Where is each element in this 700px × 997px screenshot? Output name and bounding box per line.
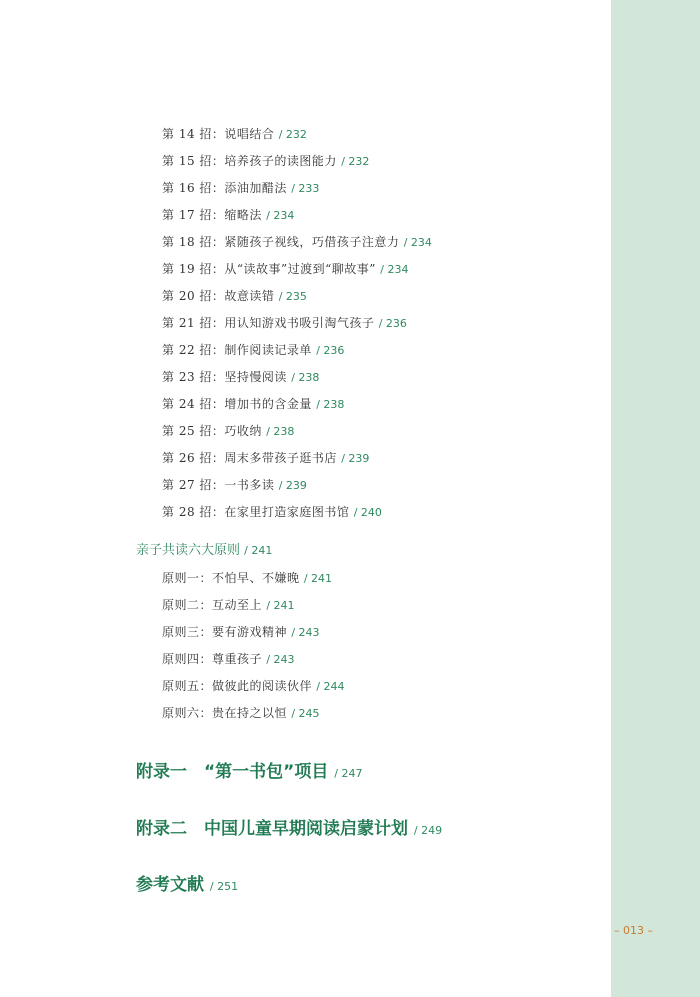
toc-principle-entry[interactable] [162, 598, 295, 613]
toc-entry-page: / 240 [353, 506, 382, 519]
toc-entry-label: 第 18 招：紧随孩子视线，巧借孩子注意力 [162, 235, 400, 249]
toc-entry-page: / 245 [291, 707, 320, 720]
page-number: – 013 – [614, 924, 653, 937]
side-color-band [611, 0, 700, 997]
toc-entry-page: / 235 [278, 290, 307, 303]
toc-entry-label: 第 28 招：在家里打造家庭图书馆 [162, 505, 350, 519]
toc-entry-label: 原则五：做彼此的阅读伙伴 [162, 679, 313, 693]
toc-entry[interactable] [162, 262, 408, 277]
toc-entry-label: 第 27 招：一书多读 [162, 478, 275, 492]
toc-entry-label: 第 23 招：坚持慢阅读 [162, 370, 287, 384]
toc-entry-page: / 233 [291, 182, 320, 195]
toc-entry-page: / 234 [266, 209, 295, 222]
section-heading-label: 亲子共读六大原则 [136, 543, 241, 558]
toc-entry[interactable] [162, 208, 294, 223]
toc-entry-label: 第 24 招：增加书的含金量 [162, 397, 312, 411]
toc-principle-entry[interactable] [162, 625, 320, 640]
toc-entry-page: / 234 [403, 236, 432, 249]
toc-entry-page: / 243 [291, 626, 320, 639]
toc-entry-label: 第 14 招：说唱结合 [162, 127, 275, 141]
toc-entry[interactable] [162, 181, 319, 196]
toc-principle-entry[interactable] [162, 679, 345, 694]
toc-entry-page: / 239 [341, 452, 370, 465]
appendix-label: 附录一 “第一书包”项目 [136, 762, 329, 782]
toc-entry[interactable] [162, 127, 307, 142]
toc-entry-page: / 232 [278, 128, 307, 141]
toc-entry-label: 原则三：要有游戏精神 [162, 625, 288, 639]
toc-references[interactable] [136, 874, 238, 898]
toc-entry-label: 原则六：贵在持之以恒 [162, 706, 288, 720]
toc-entry-label: 第 16 招：添油加醋法 [162, 181, 287, 195]
toc-entry-label: 第 20 招：故意读错 [162, 289, 275, 303]
toc-entry-page: / 241 [266, 599, 295, 612]
toc-entry-page: / 238 [266, 425, 295, 438]
toc-entry[interactable] [162, 370, 319, 385]
toc-appendix-one[interactable] [136, 761, 362, 785]
toc-principle-entry[interactable] [162, 652, 295, 667]
appendix-label: 附录二 中国儿童早期阅读启蒙计划 [136, 819, 408, 839]
toc-entry-page: / 238 [316, 398, 345, 411]
toc-entry-label: 第 25 招：巧收纳 [162, 424, 262, 438]
toc-entry-page: / 241 [303, 572, 333, 585]
toc-entry[interactable] [162, 478, 307, 493]
toc-entry-page: / 236 [378, 317, 407, 330]
toc-principle-entry[interactable] [162, 706, 320, 721]
toc-entry[interactable] [162, 289, 307, 304]
toc-entry[interactable] [162, 235, 432, 250]
toc-entry[interactable] [162, 316, 407, 331]
toc-appendix-two[interactable] [136, 818, 442, 842]
appendix-label: 参考文献 [136, 875, 204, 895]
appendix-page: / 249 [413, 824, 443, 837]
appendix-page: / 251 [209, 880, 239, 893]
toc-entry-label: 第 17 招：缩略法 [162, 208, 262, 222]
toc-entry-page: / 232 [341, 155, 370, 168]
toc-entry[interactable] [162, 505, 382, 520]
toc-entry-label: 第 15 招：培养孩子的读图能力 [162, 154, 337, 168]
toc-entry[interactable] [162, 397, 344, 412]
toc-entry-page: / 239 [278, 479, 307, 492]
toc-entry[interactable] [162, 451, 369, 466]
toc-entry-page: / 234 [380, 263, 409, 276]
toc-entry-label: 第 22 招：制作阅读记录单 [162, 343, 312, 357]
toc-entry-label: 第 26 招：周末多带孩子逛书店 [162, 451, 337, 465]
toc-entry[interactable] [162, 343, 344, 358]
toc-entry-page: / 238 [291, 371, 320, 384]
toc-entry-page: / 243 [266, 653, 295, 666]
toc-entry-label: 原则四：尊重孩子 [162, 652, 263, 666]
appendix-page: / 247 [334, 767, 363, 780]
toc-principle-entry[interactable] [162, 571, 332, 586]
toc-entry-label: 原则一：不怕早、不嫌晚 [162, 571, 300, 585]
toc-entry-label: 原则二：互动至上 [162, 598, 263, 612]
toc-entry-page: / 244 [316, 680, 345, 693]
toc-section-heading[interactable] [136, 543, 272, 559]
toc-entry-label: 第 21 招：用认知游戏书吸引淘气孩子 [162, 316, 375, 330]
toc-entry-page: / 236 [316, 344, 345, 357]
section-heading-page: / 241 [244, 544, 273, 557]
toc-entry-label: 第 19 招：从“读故事”过渡到“聊故事” [162, 262, 376, 276]
toc-entry[interactable] [162, 154, 369, 169]
toc-entry[interactable] [162, 424, 294, 439]
